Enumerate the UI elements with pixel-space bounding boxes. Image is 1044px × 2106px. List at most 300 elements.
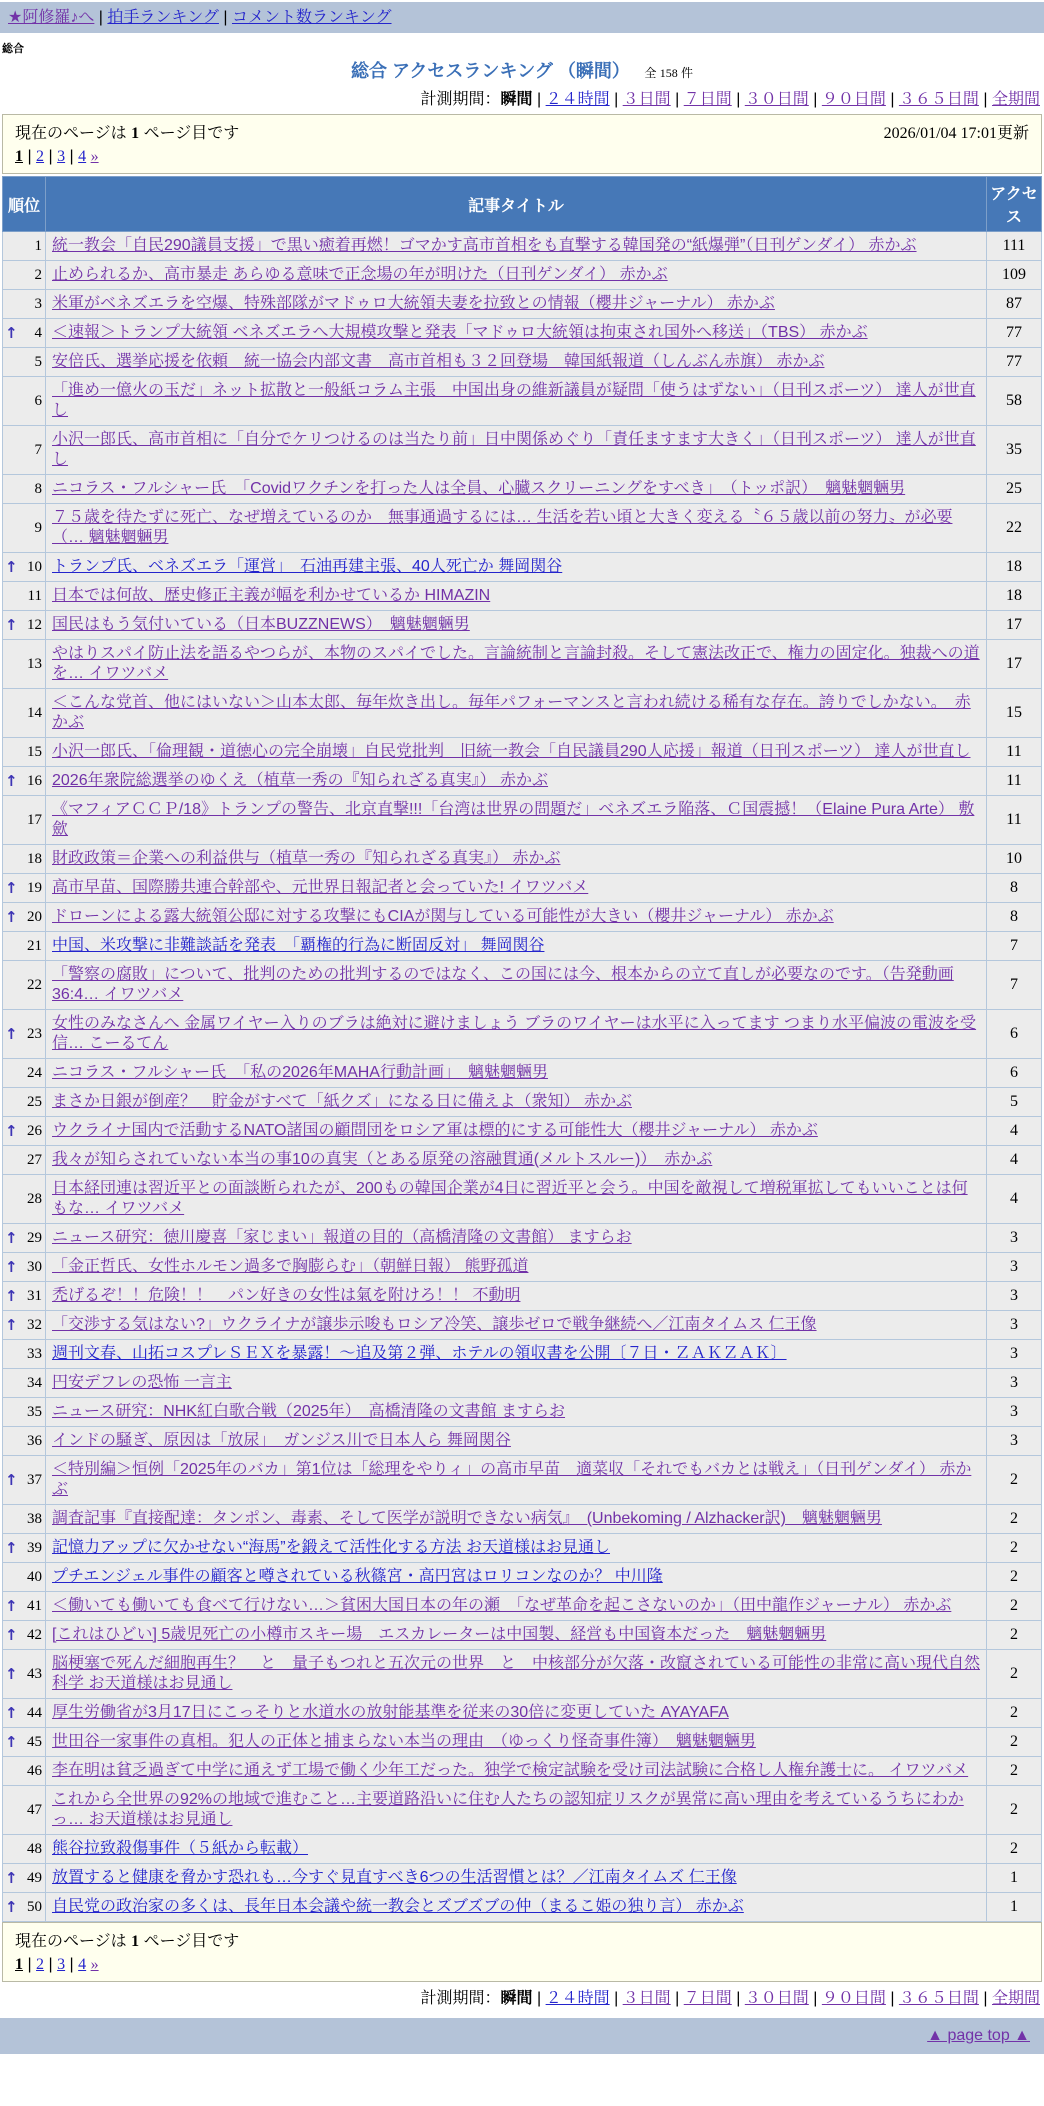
- rank-cell: [3, 1456, 46, 1505]
- access-count: 10: [987, 845, 1042, 874]
- access-count: 11: [987, 738, 1042, 767]
- article-link[interactable]: 「進め一億火の玉だ」ネット拡散と一般紙コラム主張 中国出身の維新議員が疑問「使うはずない」（日刊スポーツ） 達人が世直し: [52, 382, 976, 419]
- article-title-cell: [46, 1456, 987, 1505]
- access-count: 2: [987, 1456, 1042, 1505]
- table-row: [3, 1146, 1042, 1175]
- rank-number: 31: [27, 1288, 42, 1304]
- rank-number: 27: [27, 1152, 42, 1168]
- access-count: 17: [987, 640, 1042, 689]
- rank-number: 46: [27, 1763, 42, 1779]
- rank-number: 23: [27, 1026, 42, 1042]
- table-row: [3, 348, 1042, 377]
- rank-cell: [3, 640, 46, 689]
- table-row: [3, 738, 1042, 767]
- rank-cell: [3, 1728, 46, 1757]
- rank-cell: [3, 1398, 46, 1427]
- article-title-cell: [46, 1592, 987, 1621]
- article-title-cell: [46, 767, 987, 796]
- article-link[interactable]: 李在明は貧乏過ぎて中学に通えず工場で働く少年工だった。独学で検定試験を受け司法試験に合格し人権弁護士に。 イワツバメ: [52, 1762, 969, 1779]
- article-link[interactable]: ＜速報＞トランプ大統領 ベネズエラへ大規模攻撃と発表「マドゥロ大統領は拘束され国外へ移送」（TBS） 赤かぶ: [52, 324, 868, 341]
- article-title-cell: [46, 377, 987, 426]
- article-link[interactable]: 安倍氏、選挙応援を依頼 統一協会内部文書 高市首相も３２回登場 韓国紙報道（しんぶん赤旗） 赤かぶ: [52, 353, 825, 370]
- up-arrow-icon: ↑: [5, 558, 18, 576]
- access-count: 77: [987, 348, 1042, 377]
- rank-number: 40: [27, 1569, 42, 1585]
- access-count: 15: [987, 689, 1042, 738]
- period-option-link[interactable]: ３０日間: [744, 91, 809, 108]
- separator: |: [218, 9, 232, 26]
- article-link[interactable]: 《マフィアＣＣＰ/18》トランプの警告、北京直撃!!!「台湾は世界の問題だ」ベネズエラ陥落、Ｃ国震撼！（Elaine Pura Arte） 敷歛: [52, 801, 975, 838]
- rank-number: 44: [27, 1705, 42, 1721]
- access-count: 109: [987, 261, 1042, 290]
- period-option-link[interactable]: 全期間: [991, 91, 1040, 108]
- period-option-link[interactable]: ３６５日間: [898, 91, 979, 108]
- up-arrow-icon: ↑: [5, 908, 18, 926]
- article-link[interactable]: これから全世界の92%の地域で進むこと…主要道路沿いに住む人たちの認知症リスクが異常に高い理由を考えているうちにわかっ… お天道様はお見通し: [52, 1791, 964, 1828]
- article-link[interactable]: ニュース研究：NHK紅白歌合戦（2025年） 高橋清隆の文書館 ますらお: [52, 1403, 566, 1420]
- up-arrow-icon: ↑: [5, 616, 18, 634]
- article-link[interactable]: 週刊文春、山拓コスプレＳＥＸを暴露！～追及第２弾、ホテルの領収書を公開〔７日・ＺＡＫＺＡＫ〕: [52, 1345, 787, 1362]
- access-count: 3: [987, 1427, 1042, 1456]
- period-option-link[interactable]: ２４時間: [545, 1990, 610, 2007]
- table-row: [3, 1505, 1042, 1534]
- access-count: 18: [987, 582, 1042, 611]
- rank-number: 5: [34, 354, 42, 370]
- article-title-cell: [46, 261, 987, 290]
- access-count: 77: [987, 319, 1042, 348]
- up-arrow-icon: ↑: [5, 1869, 18, 1887]
- table-row: [3, 1340, 1042, 1369]
- article-title-cell: [46, 874, 987, 903]
- rank-number: 6: [34, 393, 42, 409]
- access-count: 3: [987, 1253, 1042, 1282]
- total-suffix: 件: [681, 66, 694, 80]
- rank-cell: [3, 475, 46, 504]
- rank-cell: [3, 796, 46, 845]
- table-row: [3, 1282, 1042, 1311]
- separator: |: [23, 148, 37, 165]
- article-title-cell: [46, 1893, 987, 1922]
- table-row: [3, 611, 1042, 640]
- rank-cell: [3, 845, 46, 874]
- page-link[interactable]: 2: [36, 148, 45, 165]
- access-count: 11: [987, 796, 1042, 845]
- article-link[interactable]: 記憶力アップに欠かせない“海馬”を鍛えて活性化する方法 お天道様はお見通し: [52, 1539, 610, 1556]
- period-option-link[interactable]: ２４時間: [545, 91, 610, 108]
- article-link[interactable]: トランプ氏、ベネズエラ「運営」 石油再建主張、40人死亡か 舞岡関谷: [52, 558, 563, 575]
- rank-cell: [3, 377, 46, 426]
- article-link[interactable]: やはりスパイ防止法を語るやつらが、本物のスパイでした。言論統制と言論封殺。そして憲法改正で、権力の固定化。独裁への道を… イワツバメ: [52, 645, 980, 682]
- access-count: 3: [987, 1369, 1042, 1398]
- table-row: [3, 1398, 1042, 1427]
- table-row: [3, 290, 1042, 319]
- article-title-cell: [46, 1835, 987, 1864]
- access-count: 2: [987, 1650, 1042, 1699]
- rank-number: 43: [27, 1666, 42, 1682]
- article-title-cell: [46, 290, 987, 319]
- access-count: 1: [987, 1893, 1042, 1922]
- separator: |: [23, 1956, 37, 1973]
- article-title-cell: [46, 348, 987, 377]
- table-row: [3, 1175, 1042, 1224]
- access-count: 2: [987, 1835, 1042, 1864]
- up-arrow-icon: ↑: [5, 1539, 18, 1557]
- page-link[interactable]: 4: [78, 1956, 87, 1973]
- article-title-cell: [46, 738, 987, 767]
- rank-number: 41: [27, 1598, 42, 1614]
- up-arrow-icon: ↑: [5, 1316, 18, 1334]
- up-arrow-icon: ↑: [5, 1122, 18, 1140]
- ranking-table: [2, 176, 1042, 1922]
- current-page-link: 1: [15, 148, 23, 165]
- access-count: 35: [987, 426, 1042, 475]
- access-count: 2: [987, 1786, 1042, 1835]
- article-link[interactable]: 2026年衆院総選挙のゆくえ（植草一秀の『知られざる真実』） 赤かぶ: [52, 772, 549, 789]
- article-link[interactable]: 熊谷拉致殺傷事件（５紙から転載）: [52, 1840, 309, 1857]
- page-link[interactable]: 2: [36, 1956, 45, 1973]
- article-title-cell: [46, 1650, 987, 1699]
- access-count: 11: [987, 767, 1042, 796]
- period-option-link[interactable]: ９０日間: [821, 91, 886, 108]
- rank-number: 21: [27, 938, 42, 954]
- separator: |: [731, 91, 745, 108]
- page-link[interactable]: 4: [78, 148, 87, 165]
- article-link[interactable]: 放置すると健康を脅かす恐れも…今すぐ見直すべき6つの生活習慣とは？／江南タイムズ 仁王像: [52, 1869, 737, 1886]
- rank-number: 10: [27, 559, 42, 575]
- table-row: [3, 932, 1042, 961]
- period-option-link[interactable]: ３日間: [622, 91, 671, 108]
- separator: |: [978, 91, 992, 108]
- article-title-cell: [46, 553, 987, 582]
- rank-number: 32: [27, 1317, 42, 1333]
- article-title-cell: [46, 640, 987, 689]
- table-row: [3, 874, 1042, 903]
- article-title-cell: [46, 1117, 987, 1146]
- table-row: [3, 1893, 1042, 1922]
- page-info-suffix: ページ目です: [143, 125, 240, 142]
- table-row: [3, 261, 1042, 290]
- table-row: [3, 961, 1042, 1010]
- table-row: [3, 1864, 1042, 1893]
- pagination-box-top: [2, 114, 1042, 174]
- table-row: [3, 232, 1042, 261]
- article-link[interactable]: 禿げるぞ！！危険！！ パン好きの女性は氣を附けろ！！ 不動明: [52, 1287, 521, 1304]
- rank-number: 25: [27, 1094, 42, 1110]
- article-title-cell: [46, 961, 987, 1010]
- rank-number: 19: [27, 880, 42, 896]
- up-arrow-icon: ↑: [5, 1287, 18, 1305]
- access-count: 3: [987, 1398, 1042, 1427]
- rank-cell: [3, 1282, 46, 1311]
- period-option-link[interactable]: ３０日間: [744, 1990, 809, 2007]
- article-title-cell: [46, 903, 987, 932]
- article-title-cell: [46, 1340, 987, 1369]
- rank-cell: [3, 1893, 46, 1922]
- rank-number: 1: [34, 238, 42, 254]
- nav-link[interactable]: ★阿修羅♪へ: [8, 9, 95, 26]
- rank-number: 9: [34, 520, 42, 536]
- total-count: [644, 66, 693, 80]
- access-count: 4: [987, 1146, 1042, 1175]
- period-selector-top: [0, 86, 1040, 109]
- article-title-cell: [46, 689, 987, 738]
- rank-number: 48: [27, 1841, 42, 1857]
- pagination-box-bottom: [2, 1922, 1042, 1982]
- article-link[interactable]: 女性のみなさんへ 金属ワイヤー入りのブラは絶対に避けましょう ブラのワイヤーは水平に入ってます つまり水平偏波の電波を受信… こーるてん: [52, 1015, 977, 1052]
- table-row: [3, 319, 1042, 348]
- access-count: 3: [987, 1340, 1042, 1369]
- article-link[interactable]: ニュース研究：徳川慶喜「家じまい」報道の目的（高橋清隆の文書館） ますらお: [52, 1229, 632, 1246]
- page-top-link[interactable]: ▲ page top ▲: [927, 2027, 1030, 2044]
- page-link[interactable]: 3: [57, 148, 66, 165]
- access-count: 22: [987, 504, 1042, 553]
- article-link[interactable]: ＜特別編＞恒例「2025年のバカ」第1位は「総理をやりィ」の高市早苗 適菜収「それでもバカとは戦え」（日刊ゲンダイ） 赤かぶ: [52, 1461, 972, 1498]
- rank-number: 17: [27, 812, 42, 828]
- article-link[interactable]: 脳梗塞で死んだ細胞再生？ と 量子もつれと五次元の世界 と 中核部分が欠落・改竄されている可能性の非常に高い現代自然科学 お天道様はお見通し: [52, 1655, 981, 1692]
- access-count: 1: [987, 1864, 1042, 1893]
- article-link[interactable]: 国民はもう気付いている（日本BUZZNEWS） 魑魅魍魎男: [52, 616, 470, 633]
- table-row: [3, 689, 1042, 738]
- access-count: 2: [987, 1592, 1042, 1621]
- separator: |: [44, 1956, 58, 1973]
- period-option-link[interactable]: ３６５日間: [898, 1990, 979, 2007]
- article-link[interactable]: ７５歳を待たずに死亡、なぜ増えているのか 無事通過するには… 生活を若い頃と大きく変える〝６５歳以前の努力〟が必要（… 魑魅魍魎男: [52, 509, 953, 546]
- rank-cell: [3, 1010, 46, 1059]
- rank-cell: [3, 1088, 46, 1117]
- access-count: 2: [987, 1728, 1042, 1757]
- table-row: [3, 1621, 1042, 1650]
- table-row: [3, 1592, 1042, 1621]
- rank-cell: [3, 1757, 46, 1786]
- nav-link[interactable]: コメント数ランキング: [231, 9, 392, 26]
- rank-number: 18: [27, 851, 42, 867]
- rank-number: 49: [27, 1870, 42, 1886]
- up-arrow-icon: ↑: [5, 1626, 18, 1644]
- access-count: 6: [987, 1010, 1042, 1059]
- table-row: [3, 1117, 1042, 1146]
- article-link[interactable]: 自民党の政治家の多くは、長年日本会議や統一教会とズブズブの仲（まるこ姫の独り言） 赤かぶ: [52, 1898, 744, 1915]
- rank-cell: [3, 232, 46, 261]
- table-row: [3, 767, 1042, 796]
- rank-cell: [3, 689, 46, 738]
- article-link[interactable]: 世田谷一家事件の真相。犯人の正体と捕まらない本当の理由 （ゆっくり怪奇事件簿） 魑魅魍魎男: [52, 1733, 756, 1750]
- rank-cell: [3, 767, 46, 796]
- rank-cell: [3, 1253, 46, 1282]
- table-row: [3, 1010, 1042, 1059]
- article-link[interactable]: 「金正哲氏、女性ホルモン過多で胸膨らむ」（朝鮮日報） 熊野孤道: [52, 1258, 529, 1275]
- bottom-whitespace: [0, 2054, 1044, 2082]
- updated-timestamp: 2026/01/04 17:01更新: [883, 125, 1029, 142]
- access-count: 25: [987, 475, 1042, 504]
- article-title-cell: [46, 1088, 987, 1117]
- article-link[interactable]: ニコラス・フルシャー氏 「Covidワクチンを打った人は全員、心臓スクリーニングをすべき」 （トッポ訳） 魑魅魍魎男: [52, 480, 906, 497]
- period-option-link[interactable]: ９０日間: [821, 1990, 886, 2007]
- article-title-cell: [46, 1563, 987, 1592]
- article-title-cell: [46, 1505, 987, 1534]
- article-link[interactable]: ウクライナ国内で活動するNATO諸国の顧問団をロシア軍は標的にする可能性大（櫻井ジャーナル） 赤かぶ: [52, 1122, 818, 1139]
- article-link[interactable]: 財政政策＝企業への利益供与（植草一秀の『知られざる真実』） 赤かぶ: [52, 850, 561, 867]
- article-title-cell: [46, 1398, 987, 1427]
- rank-number: 15: [27, 744, 42, 760]
- separator: |: [609, 1990, 623, 2007]
- footer-bar: [0, 2018, 1044, 2054]
- rank-number: 11: [27, 588, 42, 604]
- period-option-link[interactable]: ７日間: [683, 1990, 732, 2007]
- article-link[interactable]: インドの騒ぎ、原因は「放尿」 ガンジス川で日本人ら 舞岡関谷: [52, 1432, 511, 1449]
- rank-number: 14: [27, 705, 42, 721]
- article-link[interactable]: 米軍がベネズエラを空爆、特殊部隊がマドゥロ大統領夫妻を拉致との情報（櫻井ジャーナル） 赤かぶ: [52, 295, 775, 312]
- article-link[interactable]: 小沢一郎氏、高市首相に「自分でケリつけるのは当たり前」日中関係めぐり「責任ますます大きく」（日刊スポーツ） 達人が世直し: [52, 431, 976, 468]
- table-row: [3, 377, 1042, 426]
- article-link[interactable]: 「警察の腐敗」について、批判のための批判するのではなく、この国には今、根本からの立て直しが必要なのです。（告発動画 36:4… イワツバメ: [52, 966, 954, 1003]
- article-link[interactable]: まさか日銀が倒産？ 貯金がすべて「紙クズ」になる日に備えよ（衆知） 赤かぶ: [52, 1093, 632, 1110]
- period-label: 計測期間：: [420, 1990, 501, 2007]
- rank-number: 47: [27, 1802, 42, 1818]
- article-link[interactable]: 止められるか、高市暴走 あらゆる意味で正念場の年が明けた（日刊ゲンダイ） 赤かぶ: [52, 266, 668, 283]
- rank-cell: [3, 932, 46, 961]
- rank-cell: [3, 611, 46, 640]
- article-link[interactable]: 厚生労働省が3月17日にこっそりと水道水の放射能基準を従来の30倍に変更していた AYAYAFA: [52, 1704, 729, 1721]
- article-link[interactable]: 日本経団連は習近平との面談断られたが、200もの韓国企業が4日に習近平と会う。中国を敵視して増税軍拡してもいいことは何もな… イワツバメ: [52, 1180, 968, 1217]
- separator: |: [609, 91, 623, 108]
- table-row: [3, 1253, 1042, 1282]
- access-count: 6: [987, 1059, 1042, 1088]
- article-link[interactable]: ＜働いても働いても食べて行けない…＞貧困大国日本の年の瀬 「なぜ革命を起こさないのか」（田中龍作ジャーナル） 赤かぶ: [52, 1597, 952, 1614]
- access-count: 8: [987, 874, 1042, 903]
- up-arrow-icon: ↑: [5, 1733, 18, 1751]
- rank-number: 36: [27, 1433, 42, 1449]
- article-link[interactable]: 調査記事『直接配達：タンポン、毒素、そして医学が説明できない病気』 (Unbekoming / Alzhacker訳) 魑魅魍魎男: [52, 1510, 882, 1527]
- rank-cell: [3, 553, 46, 582]
- period-option-link[interactable]: 全期間: [991, 1990, 1040, 2007]
- access-count: 2: [987, 1534, 1042, 1563]
- article-link[interactable]: 統一教会「自民290議員支援」で黒い癒着再燃！ゴマかす高市首相をも直撃する韓国発の“紙爆弾”（日刊ゲンダイ） 赤かぶ: [52, 237, 917, 254]
- separator: |: [808, 91, 822, 108]
- table-row: [3, 1369, 1042, 1398]
- separator: |: [670, 91, 684, 108]
- rank-cell: [3, 290, 46, 319]
- access-count: 7: [987, 932, 1042, 961]
- page-heading: [0, 57, 1044, 83]
- separator: |: [65, 1956, 79, 1973]
- rank-number: 45: [27, 1734, 42, 1750]
- rank-number: 20: [27, 909, 42, 925]
- rank-cell: [3, 1650, 46, 1699]
- page-links-bottom: [15, 1956, 1029, 1974]
- article-title-cell: [46, 1010, 987, 1059]
- article-link[interactable]: 中国、米攻撃に非難談話を発表 「覇権的行為に断固反対」 舞岡関谷: [52, 937, 545, 954]
- article-title-cell: [46, 1534, 987, 1563]
- rank-number: 34: [27, 1375, 42, 1391]
- access-count: 18: [987, 553, 1042, 582]
- article-title-cell: [46, 1282, 987, 1311]
- rank-cell: [3, 903, 46, 932]
- article-link[interactable]: [これはひどい] 5歳児死亡の小樽市スキー場 エスカレーターは中国製、経営も中国資本だった 魑魅魍魎男: [52, 1626, 827, 1643]
- article-title-cell: [46, 475, 987, 504]
- table-row: [3, 1835, 1042, 1864]
- up-arrow-icon: ↑: [5, 1258, 18, 1276]
- separator: |: [885, 91, 899, 108]
- access-count: 3: [987, 1282, 1042, 1311]
- article-link[interactable]: 日本では何故、歴史修正主義が幅を利かせているか HIMAZIN: [52, 587, 491, 604]
- article-title-cell: [46, 1757, 987, 1786]
- table-row: [3, 1757, 1042, 1786]
- access-count: 58: [987, 377, 1042, 426]
- article-link[interactable]: ドローンによる露大統領公邸に対する攻撃にもCIAが関与している可能性が大きい（櫻井ジャーナル） 赤かぶ: [52, 908, 834, 925]
- period-option-link[interactable]: ３日間: [622, 1990, 671, 2007]
- table-row: [3, 845, 1042, 874]
- article-title-cell: [46, 1369, 987, 1398]
- article-link[interactable]: 円安デフレの恐怖 一言主: [52, 1374, 232, 1391]
- page-info-suffix: ページ目です: [143, 1933, 240, 1950]
- separator: |: [532, 1990, 546, 2007]
- rank-cell: [3, 348, 46, 377]
- page-link[interactable]: 3: [57, 1956, 66, 1973]
- current-page-number: 1: [131, 1933, 140, 1950]
- ranking-title: 総合 アクセスランキング （瞬間）: [350, 61, 630, 81]
- table-row: [3, 903, 1042, 932]
- title-column-header: 記事タイトル: [46, 177, 987, 232]
- article-title-cell: [46, 1146, 987, 1175]
- rank-number: 8: [34, 481, 42, 497]
- table-row: [3, 1534, 1042, 1563]
- table-row: [3, 796, 1042, 845]
- article-title-cell: [46, 845, 987, 874]
- period-option-link[interactable]: ７日間: [683, 91, 732, 108]
- rank-number: 50: [27, 1899, 42, 1915]
- access-count: 2: [987, 1563, 1042, 1592]
- access-count: 2: [987, 1621, 1042, 1650]
- article-link[interactable]: プチエンジェル事件の顧客と噂されている秋篠宮・高円宮はロリコンなのか？ 中川隆: [52, 1568, 663, 1585]
- separator: |: [670, 1990, 684, 2007]
- article-title-cell: [46, 932, 987, 961]
- nav-link[interactable]: 拍手ランキング: [107, 9, 219, 26]
- total-prefix: 全: [644, 66, 657, 80]
- article-link[interactable]: ＜こんな党首、他にはいない＞山本太郎、毎年炊き出し。毎年パフォーマンスと言われ続ける稀有な存在。誇りでしかない。 赤かぶ: [52, 694, 971, 731]
- up-arrow-icon: ↑: [5, 1229, 18, 1247]
- article-link[interactable]: 小沢一郎氏、「倫理観・道徳心の完全崩壊」自民党批判 旧統一教会「自民議員290人応援」報道（日刊スポーツ） 達人が世直し: [52, 743, 971, 760]
- rank-cell: [3, 738, 46, 767]
- rank-number: 42: [27, 1627, 42, 1643]
- article-link[interactable]: 高市早苗、国際勝共連合幹部や、元世界日報記者と会っていた! イワツバメ: [52, 879, 589, 896]
- rank-number: 38: [27, 1511, 42, 1527]
- rank-cell: [3, 261, 46, 290]
- rank-cell: [3, 1311, 46, 1340]
- article-title-cell: [46, 426, 987, 475]
- separator: |: [978, 1990, 992, 2007]
- next-page-link[interactable]: »: [90, 148, 99, 165]
- rank-cell: [3, 1224, 46, 1253]
- article-link[interactable]: 「交渉する気はない?」ウクライナが譲歩示唆もロシア冷笑、譲歩ゼロで戦争継続へ／江南タイムス 仁王像: [52, 1316, 817, 1333]
- rank-number: 39: [27, 1540, 42, 1556]
- rank-number: 12: [27, 617, 42, 633]
- table-row: [3, 1456, 1042, 1505]
- rank-cell: [3, 504, 46, 553]
- up-arrow-icon: ↑: [5, 1704, 18, 1722]
- article-link[interactable]: 我々が知らされていない本当の事10の真実（とある原発の溶融貫通(メルトスルー)） 赤かぶ: [52, 1151, 713, 1168]
- page-info-prefix: 現在のページは: [15, 125, 127, 142]
- table-row: [3, 1311, 1042, 1340]
- rank-cell: [3, 319, 46, 348]
- rank-cell: [3, 1534, 46, 1563]
- next-page-link[interactable]: »: [90, 1956, 99, 1973]
- article-link[interactable]: ニコラス・フルシャー氏 「私の2026年MAHA行動計画」 魑魅魍魎男: [52, 1064, 548, 1081]
- rank-cell: [3, 1059, 46, 1088]
- rank-cell: [3, 1175, 46, 1224]
- table-row: [3, 1563, 1042, 1592]
- up-arrow-icon: ↑: [5, 1665, 18, 1683]
- separator: |: [808, 1990, 822, 2007]
